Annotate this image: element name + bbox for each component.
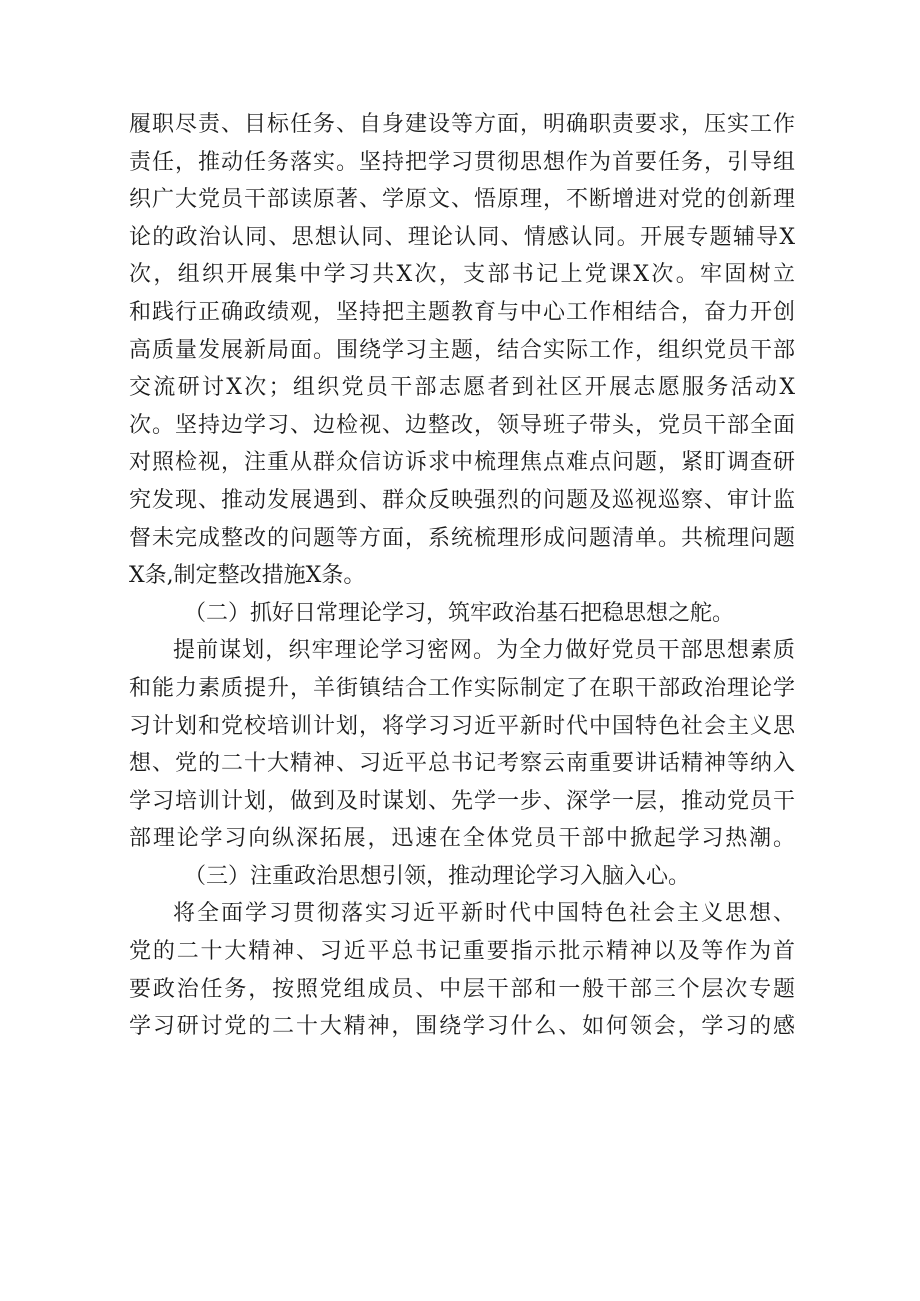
text-line: 学习培训计划，做到及时谋划、先学一步、深学一层，推动党员干	[129, 788, 795, 814]
text-line: 论的政治认同、思想认同、理论认同、情感认同。开展专题辅导X	[129, 224, 795, 250]
text-line: 次。坚持边学习、边检视、边整改，领导班子带头，党员干部全面	[129, 412, 795, 438]
text-line: 提前谋划，织牢理论学习密网。为全力做好党员干部思想素质	[173, 638, 795, 664]
text-line: 党的二十大精神、习近平总书记重要指示批示精神以及等作为首	[129, 939, 795, 965]
text-line: 要政治任务，按照党组成员、中层干部和一般干部三个层次专题	[129, 976, 795, 1002]
text-line: X条,制定整改措施X条。	[129, 563, 366, 589]
text-line: 履职尽责、目标任务、自身建设等方面，明确职责要求，压实工作	[129, 112, 795, 137]
text-line: 究发现、推动发展遇到、群众反映强烈的问题及巡视巡察、审计监	[129, 487, 795, 513]
text-line: 和践行正确政绩观，坚持把主题教育与中心工作相结合，奋力开创	[129, 299, 795, 325]
section-heading-3: （三）注重政治思想引领，推动理论学习入脑入心。	[184, 863, 691, 889]
text-line: 对照检视，注重从群众信访诉求中梳理焦点难点问题，紧盯调查研	[129, 450, 795, 476]
text-line: 习计划和党校培训计划，将学习习近平新时代中国特色社会主义思	[129, 713, 795, 739]
section-heading-2: （二）抓好日常理论学习，筑牢政治基石把稳思想之舵。	[184, 600, 735, 626]
text-line: 高质量发展新局面。围绕学习主题，结合实际工作，组织党员干部	[129, 337, 795, 363]
text-line: 责任，推动任务落实。坚持把学习贯彻思想作为首要任务，引导组	[129, 149, 795, 175]
paragraph-1	[129, 106, 795, 595]
text-line: 想、党的二十大精神、习近平总书记考察云南重要讲话精神等纳入	[129, 751, 795, 777]
text-line: 部理论学习向纵深拓展，迅速在全体党员干部中掀起学习热潮。	[129, 826, 795, 852]
text-line: 将全面学习贯彻落实习近平新时代中国特色社会主义思想、	[173, 901, 795, 927]
document-body	[129, 106, 795, 1046]
text-line: 织广大党员干部读原著、学原文、悟原理，不断增进对党的创新理	[129, 187, 795, 213]
paragraph-3	[129, 895, 795, 1045]
text-line: 次，组织开展集中学习共X次，支部书记上党课X次。牢固树立	[129, 262, 795, 288]
text-line: 督未完成整改的问题等方面，系统梳理形成问题清单。共梳理问题	[129, 525, 795, 551]
text-line: 和能力素质提升，羊街镇结合工作实际制定了在职干部政治理论学	[129, 675, 795, 701]
text-line: 学习研讨党的二十大精神，围绕学习什么、如何领会，学习的感	[129, 1014, 795, 1040]
text-line: 交流研讨X次；组织党员干部志愿者到社区开展志愿服务活动X	[129, 375, 795, 401]
paragraph-2	[129, 632, 795, 858]
